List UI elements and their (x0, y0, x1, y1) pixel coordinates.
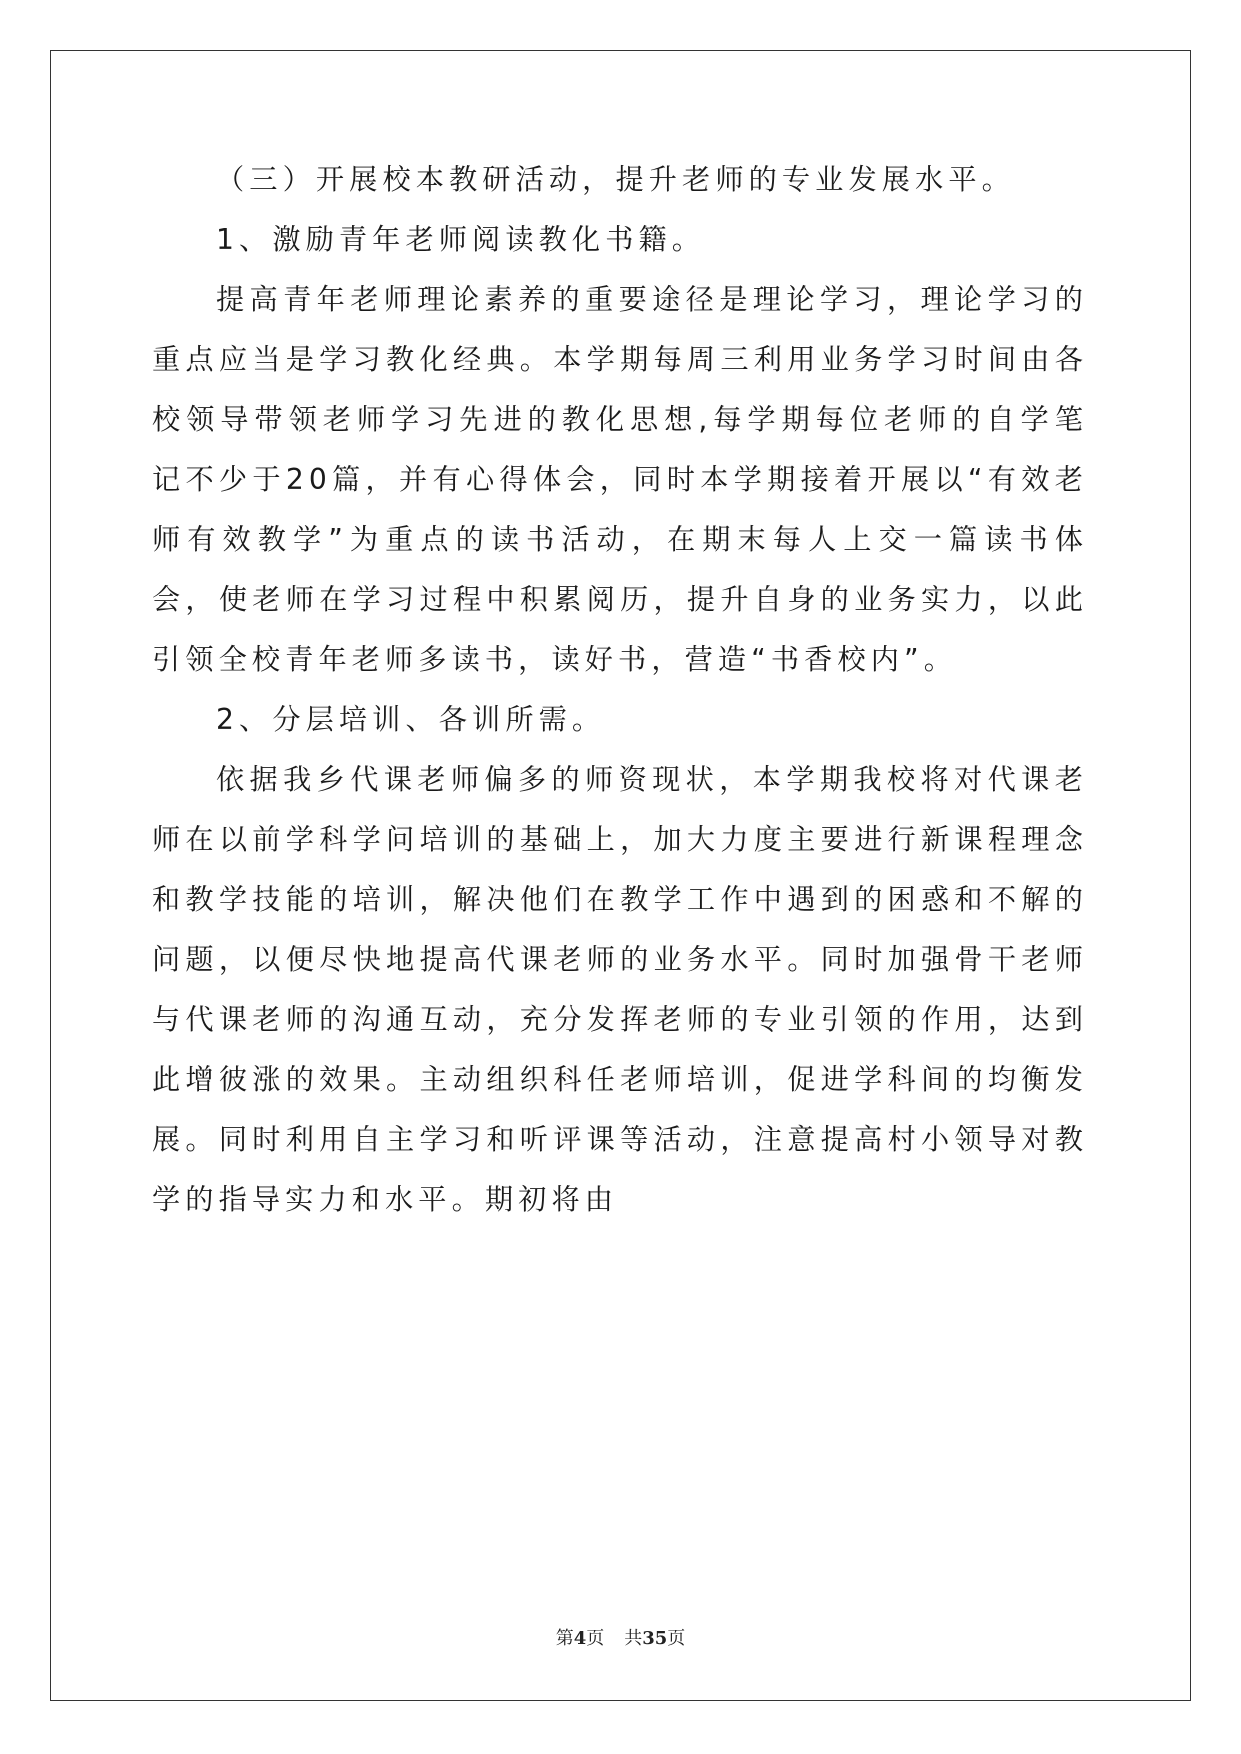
footer-total-suffix: 页 (667, 1628, 686, 1649)
footer-page-suffix: 页 (586, 1628, 605, 1649)
section-heading: （三）开展校本教研活动，提升老师的专业发展水平。 (216, 163, 1015, 196)
footer-total-prefix: 共 (624, 1628, 643, 1649)
page-footer (0, 1624, 1241, 1650)
footer-page-number: 4 (573, 1628, 587, 1649)
paragraph-reading: 提高青年老师理论素养的重要途径是理论学习，理论学习的重点应当是学习教化经典。本学期每周三利用业务学习时间由各校领导带领老师学习先进的教化思想,每学期每位老师的自学笔记不少于20篇，并有心得体会，同时本学期接着开展以“有效老师有效教学”为重点的读书活动，在期末每人上交一篇读书体会，使老师在学习过程中积累阅历，提升自身的业务实力，以此引领全校青年老师多读书，读好书，营造“书香校内”。 (152, 283, 1088, 676)
footer-page-prefix: 第 (555, 1628, 574, 1649)
subheading-1: 1、激励青年老师阅读教化书籍。 (216, 223, 706, 256)
paragraph-training: 依据我乡代课老师偏多的师资现状，本学期我校将对代课老师在以前学科学问培训的基础上，加大力度主要进行新课程理念和教学技能的培训，解决他们在教学工作中遇到的困惑和不解的问题，以便尽快地提高代课老师的业务水平。同时加强骨干老师与代课老师的沟通互动，充分发挥老师的专业引领的作用，达到此增彼涨的效果。主动组织科任老师培训，促进学科间的均衡发展。同时利用自主学习和听评课等活动，注意提高村小领导对教学的指导实力和水平。期初将由 (152, 763, 1088, 1216)
subheading-2: 2、分层培训、各训所需。 (216, 703, 606, 736)
footer-total-pages: 35 (642, 1628, 668, 1649)
document-body (152, 150, 1088, 1230)
